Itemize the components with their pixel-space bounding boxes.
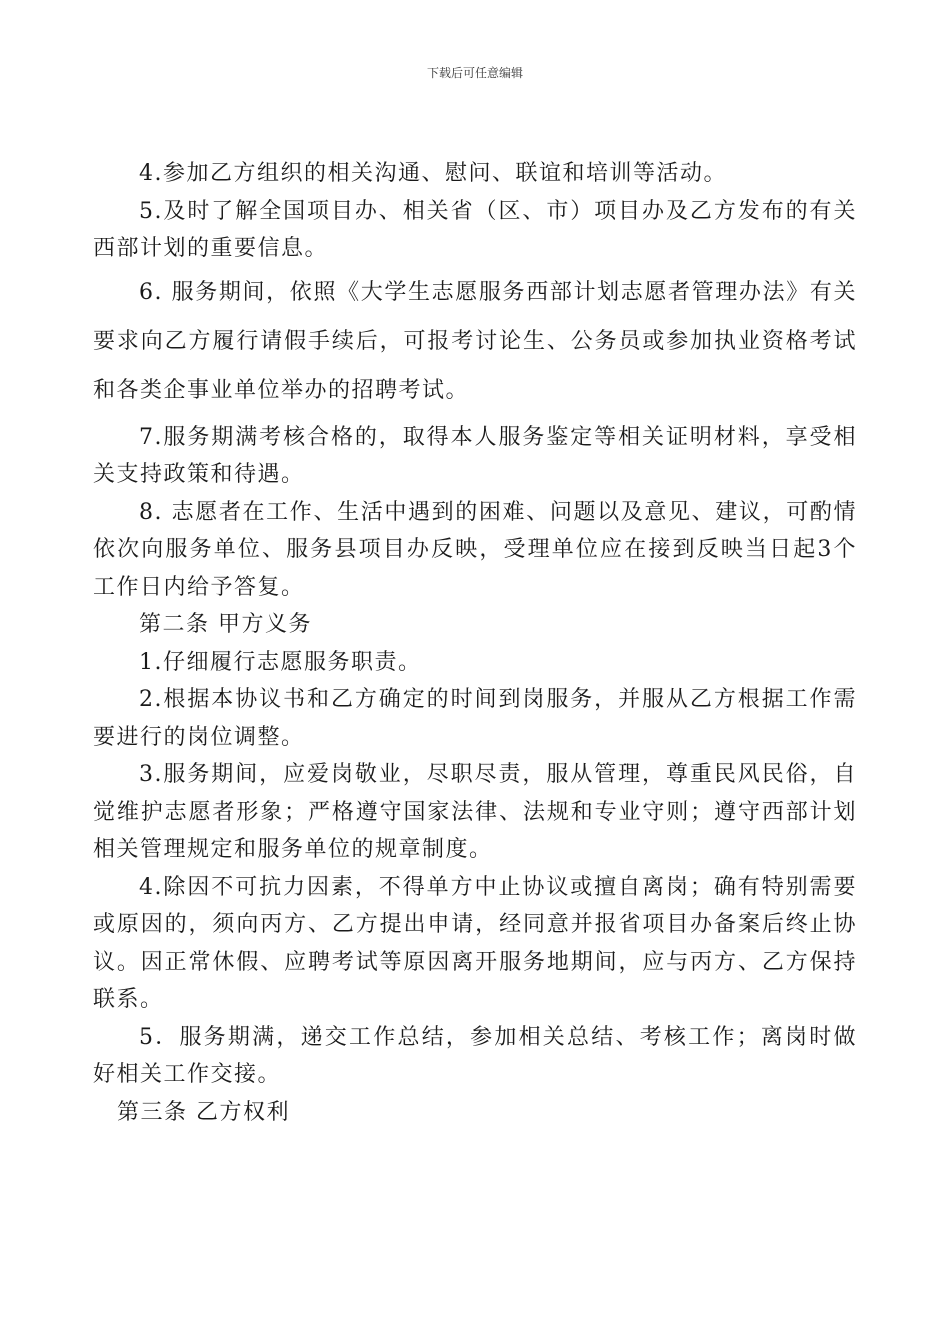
paragraph: 8. 志愿者在工作、生活中遇到的困难、问题以及意见、建议，可酌情依次向服务单位、服务县项目办反映，受理单位应在接到反映当日起3个工作日内给予答复。: [93, 499, 857, 600]
section-heading: 第二条 甲方义务: [139, 612, 312, 637]
section-heading: 第三条 乙方权利: [117, 1099, 290, 1125]
paragraph: 4.参加乙方组织的相关沟通、慰问、联谊和培训等活动。: [139, 161, 727, 186]
paragraph: 7.服务期满考核合格的，取得本人服务鉴定等相关证明材料，享受相关支持政策和待遇。: [93, 424, 857, 487]
paragraph: 6. 服务期间，依照《大学生志愿服务西部计划志愿者管理办法》有关要求向乙方履行请假手续后，可报考讨论生、公务员或参加执业资格考试和各类企事业单位举办的招聘考试。: [93, 279, 857, 403]
paragraph: 4.除因不可抗力因素，不得单方中止协议或擅自离岗；确有特别需要或原因的，须向丙方、乙方提出申请，经同意并报省项目办备案后终止协议。因正常休假、应聘考试等原因离开服务地期间，应与丙方、乙方保持联系。: [93, 874, 857, 1012]
document-body: [93, 155, 857, 1131]
paragraph: 2.根据本协议书和乙方确定的时间到岗服务，并服从乙方根据工作需要进行的岗位调整。: [93, 687, 857, 750]
paragraph: 3.服务期间，应爱岗敬业，尽职尽责，服从管理，尊重民风民俗，自觉维护志愿者形象；严格遵守国家法律、法规和专业守则；遵守西部计划相关管理规定和服务单位的规章制度。: [93, 762, 857, 862]
paragraph: 5．服务期满，递交工作总结，参加相关总结、考核工作；离岗时做好相关工作交接。: [93, 1024, 857, 1087]
paragraph: 5.及时了解全国项目办、相关省（区、市）项目办及乙方发布的有关西部计划的重要信息。: [93, 198, 857, 261]
paragraph: 1.仔细履行志愿服务职责。: [139, 649, 422, 675]
page-header: 下载后可任意编辑: [426, 66, 523, 80]
